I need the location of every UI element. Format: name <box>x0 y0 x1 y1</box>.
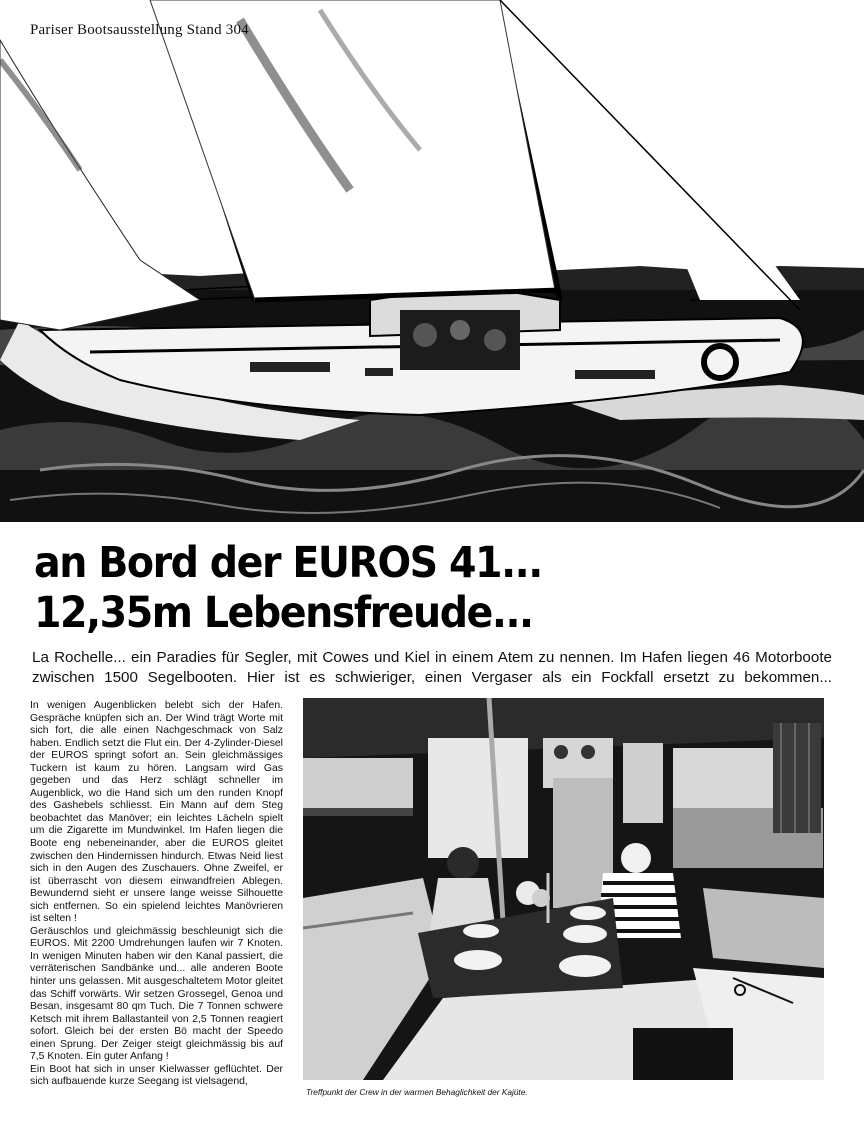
photo-caption: Treffpunkt der Crew in der warmen Behaglichkeit der Kajüte. <box>306 1087 528 1097</box>
body-text-column <box>30 700 283 1089</box>
body-paragraph-3: Ein Boot hat sich in unser Kielwasser geflüchtet. Der sich aufbauende kurze Seegang ist vielsagend, <box>30 1063 283 1088</box>
headline-line-2: 12,35m Lebensfreude... <box>34 588 533 638</box>
cabin-photo <box>303 698 824 1080</box>
cabin-illustration <box>303 698 824 1080</box>
headline-line-1: an Bord der EUROS 41... <box>34 538 542 588</box>
intro-paragraph: La Rochelle... ein Paradies für Segler, mit Cowes und Kiel in einem Atem zu nennen. Im Hafen liegen 46 Motorboote zwischen 1500 Segelbooten. Hier ist es schwieriger, einen Vergaser als ein Fockfall ersetzt zu bekommen... <box>32 649 832 686</box>
headline <box>34 538 770 638</box>
body-paragraph-2: Geräuschlos und gleichmässig beschleunigt sich die EUROS. Mit 2200 Umdrehungen laufen wir 7 Knoten. In wenigen Minuten haben wir den Kanal passiert, die verräterischen Sandbänke und... alle anderen Boote hinter uns gelassen. Mit ausgeschaltetem Motor gleitet das Schiff vorwärts. Wir setzen Grossegel, Genoa und Besan, insgesamt 80 qm Tuch. Die 7 Tonnen schwere Ketsch mit ihrem Ballastanteil von 2,5 Tonnen reagiert sofort. Gleich bei der ersten Bö macht der Speedo einen Sprung. Der Zeiger steigt gleichmässig bis auf 7,5 Knoten. Ein guter Anfang ! <box>30 925 283 1063</box>
hero-photo-sailing-yacht <box>0 0 864 522</box>
header-fair-stand: Pariser Bootsausstellung Stand 304 <box>30 22 249 38</box>
yacht-illustration <box>0 0 864 522</box>
body-paragraph-1: In wenigen Augenblicken belebt sich der Hafen. Gespräche knüpfen sich an. Der Wind trägt Worte mit sich fort, die alle einen Nachgeschmack von Salz haben. Endlich setzt die Flut ein. Der 4-Zylinder-Diesel der EUROS springt sofort an. Sein gleichmässiges Tuckern ist kaum zu hören. Langsam wird Gas gegeben und das Herz schlägt schneller im Augenblick, wo die Hand sich um den runden Knopf des Gashebels schliesst. Ein Mann auf dem Steg beobachtet das Manöver; ein leichtes Lächeln spielt um die Zigarette im Mundwinkel. Im Hafen liegen die Boote eng nebeneinander, aber die EUROS gleitet zwischen den Hindernissen hindurch. Etwas Neid liest sich in den Augen des Zuschauers. Ohne Zweifel, er ist überrascht von diesem einwandfreien Ablegen. Bewundernd sieht er unsere lange weisse Silhouette sich entfernen. So ein spielend leichtes Manövrieren ist selten ! <box>30 700 283 925</box>
